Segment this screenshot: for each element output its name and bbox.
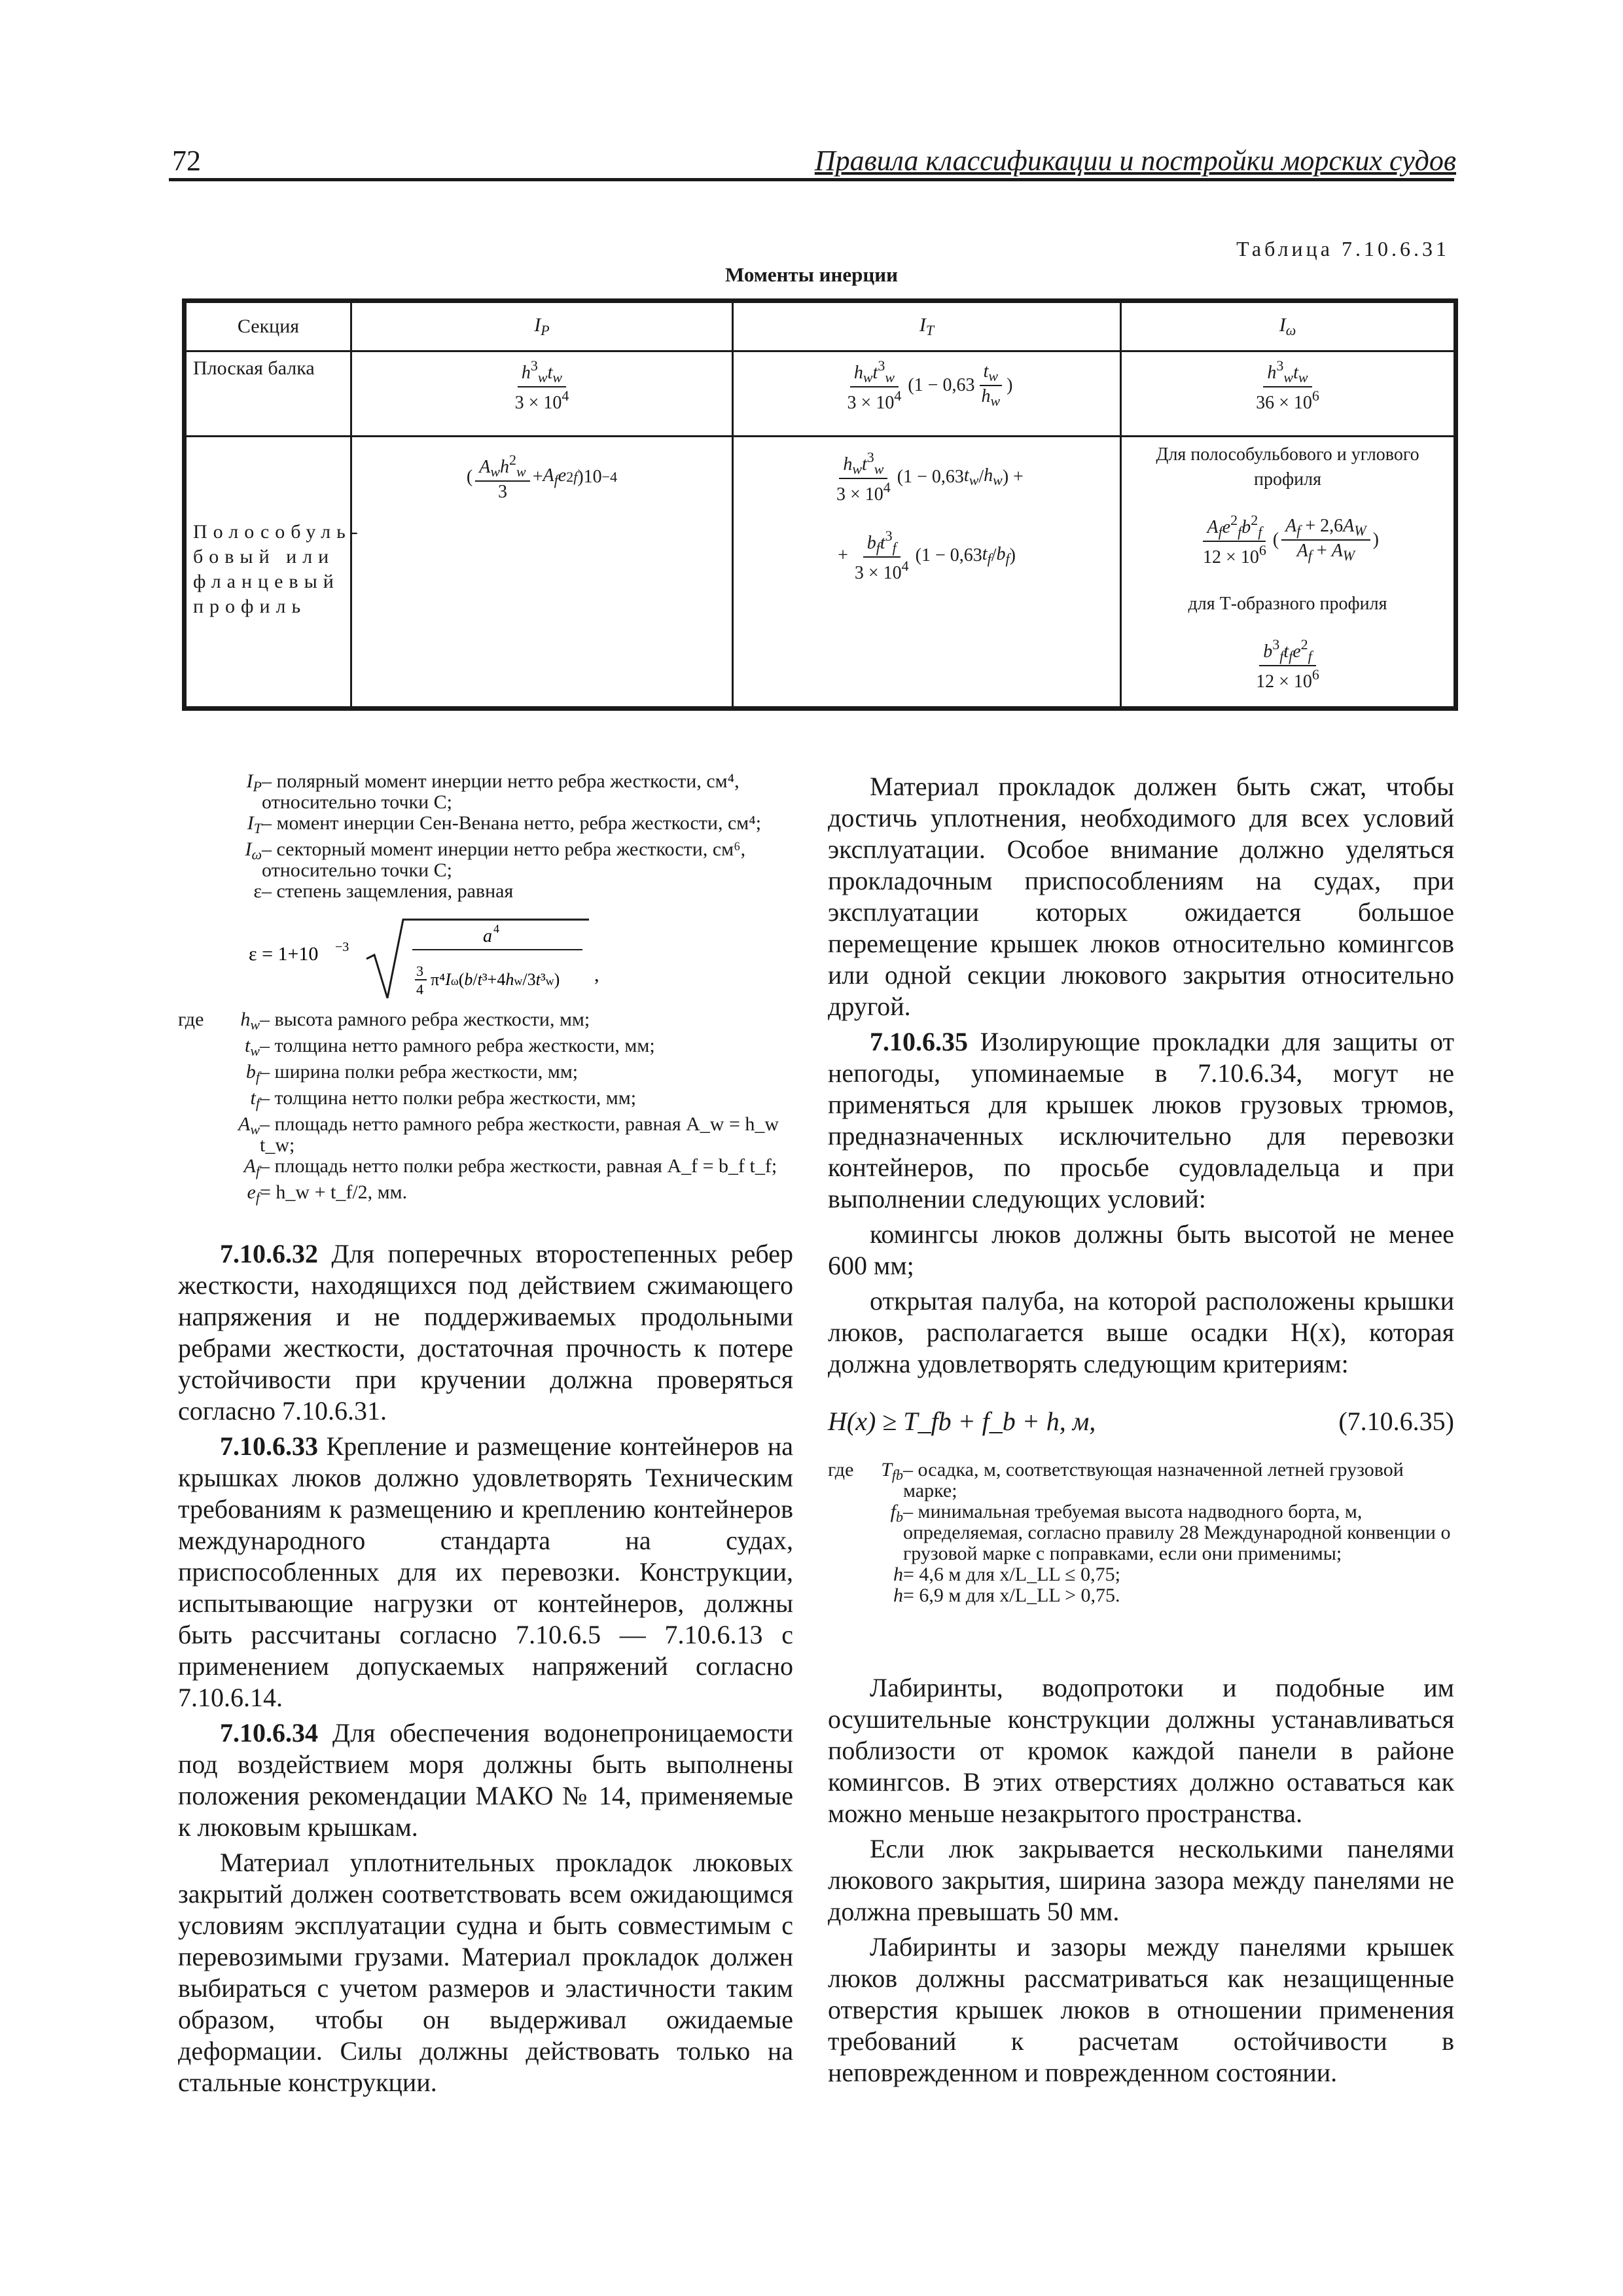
legend-equation [828, 1460, 1454, 1606]
col-header-section: Секция [186, 302, 351, 351]
col-header-iw: $I_\omega$ [1121, 302, 1455, 351]
svg-text:,: , [594, 964, 599, 986]
svg-text:π⁴Iω(b/t³+4hw/3t³w): π⁴Iω(b/t³+4hw/3t³w) [431, 970, 560, 989]
col-header-it: $I_T$ [733, 302, 1121, 351]
table-label: Таблица 7.10.6.31 [1236, 237, 1450, 260]
formula-it-flat: $\frac{h_wt^3_w}{3 \times 10^4}$ (1 − 0,63 $\frac{t_w}{h_w}$ ) [733, 351, 1121, 437]
right-column-body-lower [828, 1672, 1454, 2092]
table-title: Моменты инерции [725, 263, 898, 286]
table-header-row [186, 302, 1455, 351]
formula-iw-bulb: Для полособульбового и углового профиля $\frac{A_fe^2_fb^2_f}{12 \times 10^6}$ ( $\frac{A_f + 2,6A_W}{A_f + A_W}$ ) для Т-образного профиля $\frac{b^3_ft_fe^2_f}{12 \times 10^6}$ [1121, 437, 1455, 708]
paragraph: Материал прокладок должен быть сжат, чтобы достичь уплотнения, необходимого для всех условий эксплуатации. Особое внимание должно уделяться прокладочным приспособлениям на судах, при эксплуатации которых ожидается большое перемещение крышек люков относительно комингсов или одной секции люкового закрытия относительно другой. [828, 772, 1454, 1021]
epsilon-formula-graphic [249, 913, 641, 1005]
note-bulb-profile: Для полособульбового и углового профиля [1156, 444, 1419, 490]
paragraph: открытая палуба, на которой расположены крышки люков, располагается выше осадки H(x), которая должна удовлетворять следующим критериям: [828, 1286, 1454, 1378]
svg-text:4: 4 [416, 981, 423, 997]
legend-item: h = 6,9 м для x/L_LL > 0,75. [893, 1585, 1120, 1606]
paragraph: Лабиринты и зазоры между панелями крышек люков должны рассматриваться как незащищенные отверстия крышек люков в отношении применения требований к расчетам остойчивости в неповрежденном и поврежденном состоянии. [828, 1932, 1454, 2087]
svg-text:a: a [483, 926, 492, 946]
left-column-body [178, 1238, 793, 2102]
note-t-profile: для Т-образного профиля [1188, 594, 1387, 614]
equation: H(x) ≥ T_fb + f_b + h, м, [828, 1407, 1096, 1436]
row-label-bulb: Полособуль-бовый или фланцевый профиль [186, 437, 351, 708]
paragraph: комингсы люков должны быть высотой не менее 600 мм; [828, 1219, 1454, 1280]
formula-ip-flat: $\frac{h^3_wt_w}{3 \times 10^4}$ [351, 351, 733, 437]
legend-item: $I_P$ – полярный момент инерции нетто ребра жесткости, см⁴, относительно точки C; [246, 770, 740, 813]
paragraph: 7.10.6.35 Изолирующие прокладки для защиты от непогоды, упоминаемые в 7.10.6.34, могут не применяться для крышек люков грузовых трюмов, предназначенных исключительно для перевозки контейнеров, по просьбе судовладельца и при выполнении следующих условий: [828, 1027, 1455, 1213]
paragraph: Лабиринты, водопротоки и подобные им осушительные конструкции должны устанавливаться поблизости от кромок каждой панели в районе комингсов. В этих отверстиях должно оставаться как можно меньше незакрытого пространства. [828, 1673, 1454, 1828]
legend-item: $t_f$ – толщина нетто полки ребра жесткости, мм; [250, 1087, 637, 1111]
svg-text:3: 3 [416, 963, 423, 979]
paragraph: Материал уплотнительных прокладок люковых закрытий должен соответствовать всем ожидающимся условиям эксплуатации судна и быть совместимым с перевозимыми грузами. Материал прокладок должен выбираться с учетом размеров и эластичности таким образом, чтобы он выдерживал ожидаемые деформации. Силы должны действовать только на стальные конструкции. [178, 1848, 793, 2097]
header-rule [169, 178, 1454, 181]
paragraph: 7.10.6.32 Для поперечных второстепенных ребер жесткости, находящихся под действием сжимающего напряжения и не поддерживаемых продольными ребрами жесткости, достаточная прочность к потере устойчивости при кручении должна проверяться согласно 7.10.6.31. [178, 1239, 793, 1426]
row-label-flat: Плоская балка [186, 351, 351, 437]
paragraph: Если люк закрывается несколькими панелями люкового закрытия, ширина зазора между панелями не должна превышать 50 мм. [828, 1834, 1454, 1926]
table-row [186, 351, 1455, 437]
legend-top [216, 771, 798, 902]
legend-item: $A_f$ – площадь нетто полки ребра жесткости, равная A_f = b_f t_f; [243, 1155, 777, 1179]
right-column-body [828, 771, 1454, 1384]
equation-line [828, 1406, 1454, 1437]
legend-item: h = 4,6 м для x/L_LL ≤ 0,75; [893, 1564, 1120, 1585]
paragraph: 7.10.6.33 Крепление и размещение контейнеров на крышках люков должно удовлетворять Техническим требованиям к размещению и креплению контейнеров международного стандарта на судах, приспособленных для их перевозки. Конструкции, испытывающие нагрузки от контейнеров, должны быть рассчитаны согласно 7.10.6.5 — 7.10.6.13 с применением допускаемых напряжений согласно 7.10.6.14. [178, 1431, 794, 1712]
inertia-table [182, 298, 1458, 711]
paragraph: 7.10.6.34 Для обеспечения водонепроницаемости под воздействием моря должны быть выполнены положения рекомендации МАКО № 14, применяемые к люковым крышкам. [178, 1718, 793, 1842]
equation-number: (7.10.6.35) [1338, 1407, 1454, 1436]
legend-where [178, 1009, 796, 1208]
legend-item: $A_w$ – площадь нетто рамного ребра жесткости, равная A_w = h_w t_w; [238, 1113, 779, 1156]
svg-text:4: 4 [493, 922, 499, 935]
epsilon-formula [249, 913, 641, 1010]
running-head: Правила классификации и постройки морских судов [814, 145, 1456, 177]
svg-text:−3: −3 [335, 940, 349, 954]
legend-item: ε – степень защемления, равная [253, 880, 514, 902]
formula-it-bulb: $\frac{h_wt^3_w}{3 \times 10^4}$ (1 − 0,63 $t_w$ / $h_w$ ) + + $\frac{b_ft^3_f}{3 \times 10^4}$ (1 − 0,63 $t_f$ / $b_f$ ) [733, 437, 1121, 708]
legend-item: где $T_{fb}$ – осадка, м, соответствующая назначенной летней грузовой марке; [828, 1459, 1404, 1501]
legend-item: $t_w$ – толщина нетто рамного ребра жесткости, мм; [244, 1035, 655, 1059]
svg-text:ε = 1+10: ε = 1+10 [249, 943, 319, 965]
col-header-ip: $I_P$ [351, 302, 733, 351]
table-row [186, 437, 1455, 708]
legend-item: $I_T$ – момент инерции Сен-Венана нетто, ребра жесткости, см⁴; [247, 812, 762, 836]
page-number: 72 [172, 145, 201, 177]
legend-item: $b_f$ – ширина полки ребра жесткости, мм; [245, 1061, 579, 1085]
legend-item: $f_b$ – минимальная требуемая высота надводного борта, м, определяемая, согласно правилу 28 Международной конвенции о грузовой марке с поправками, если они применимы; [890, 1501, 1451, 1564]
formula-iw-flat: $\frac{h^3_wt_w}{36 \times 10^6}$ [1121, 351, 1455, 437]
formula-ip-bulb: ( $\frac{A_wh^2_w}{3}$ + $A_fe$ 2 f )10 −4 [351, 437, 733, 708]
legend-item: где $h_w$ – высота рамного ребра жесткости, мм; [178, 1009, 590, 1033]
legend-item: $I_\omega$ – секторный момент инерции нетто ребра жесткости, см⁶, относительно точки C; [245, 838, 746, 881]
legend-item: $e_f$ = h_w + t_f/2, мм. [247, 1181, 408, 1206]
